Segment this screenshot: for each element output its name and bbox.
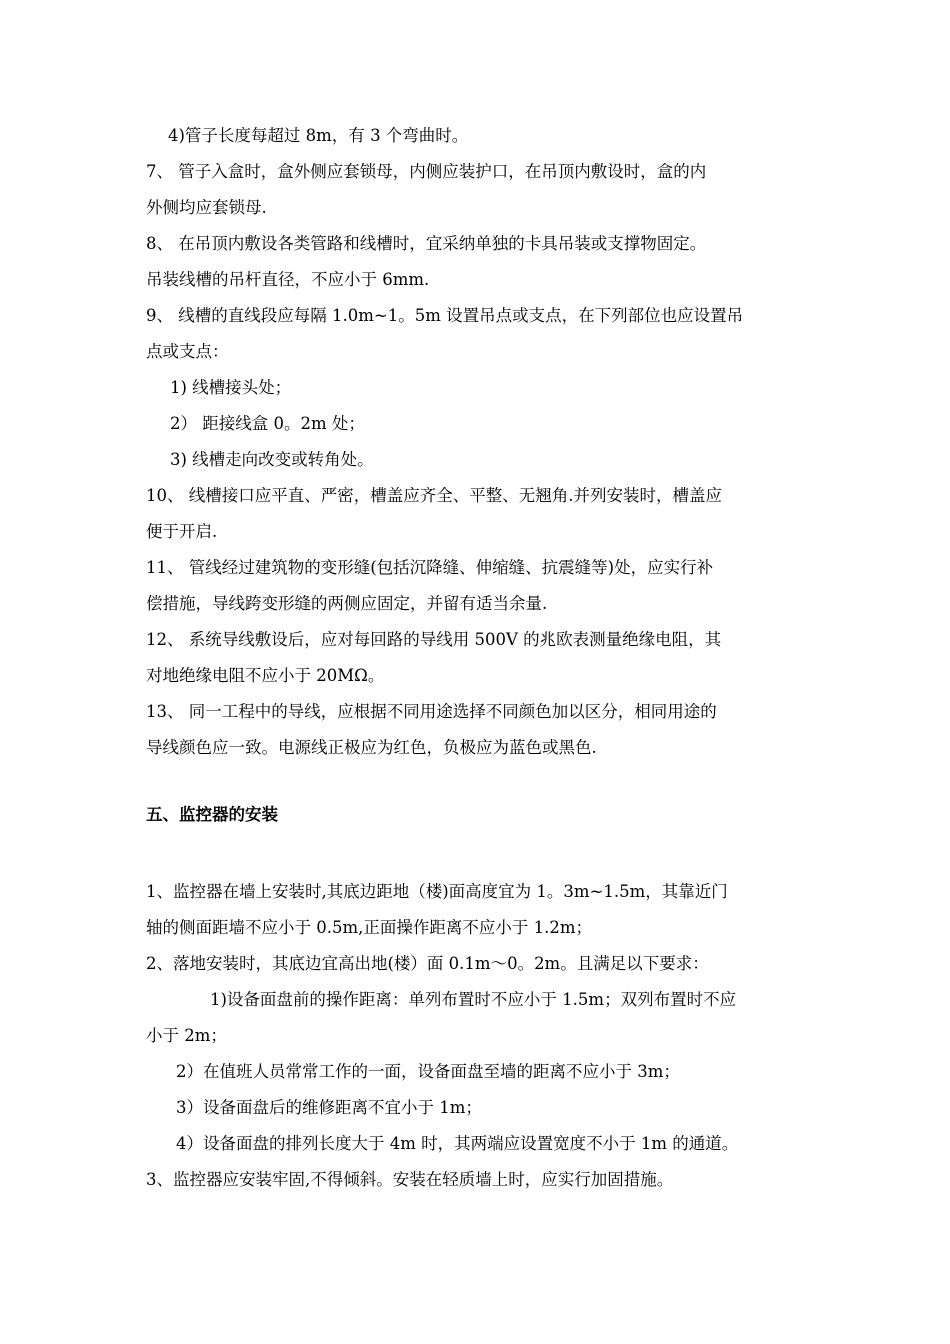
text-line: 对地绝缘电阻不应小于 20MΩ。 — [146, 666, 385, 685]
text-line: 1、监控器在墙上安装时,其底边距地（楼)面高度宜为 1。3m~1.5m，其靠近门 — [146, 882, 728, 901]
text-line: 4)管子长度每超过 8m，有 3 个弯曲时。 — [168, 126, 469, 145]
text-line: 吊装线槽的吊杆直径，不应小于 6mm. — [146, 270, 430, 289]
text-line: 12、 系统导线敷设后，应对每回路的导线用 500V 的兆欧表测量绝缘电阻，其 — [146, 630, 722, 649]
text-line: 轴的侧面距墙不应小于 0.5m,正面操作距离不应小于 1.2m； — [146, 918, 593, 937]
text-line: 3) 线槽走向改变或转角处。 — [170, 450, 374, 469]
text-line: 点或支点： — [146, 342, 229, 361]
text-line: 偿措施，导线跨变形缝的两侧应固定，并留有适当余量. — [146, 594, 548, 613]
text-line: 9、 线槽的直线段应每隔 1.0m~1。5m 设置吊点或支点，在下列部位也应设置吊 — [146, 306, 744, 325]
text-line: 4）设备面盘的排列长度大于 4m 时，其两端应设置宽度不小于 1m 的通道。 — [176, 1134, 739, 1153]
text-line: 1) 线槽接头处； — [170, 378, 292, 397]
text-line: 3）设备面盘后的维修距离不宜小于 1m； — [176, 1098, 482, 1117]
text-line: 2）在值班人员常常工作的一面，设备面盘至墙的距离不应小于 3m； — [176, 1062, 680, 1081]
text-line: 2、落地安装时，其底边宜高出地(楼）面 0.1m～0。2m。且满足以下要求： — [146, 954, 709, 973]
text-line: 13、 同一工程中的导线，应根据不同用途选择不同颜色加以区分，相同用途的 — [146, 702, 717, 721]
section-heading: 五、监控器的安装 — [146, 805, 278, 824]
text-line: 7、 管子入盒时，盒外侧应套锁母，内侧应装护口，在吊顶内敷设时，盒的内 — [146, 162, 707, 181]
text-line: 小于 2m； — [146, 1026, 227, 1045]
text-line: 2） 距接线盒 0。2m 处； — [170, 414, 365, 433]
text-line: 外侧均应套锁母. — [146, 198, 267, 217]
text-line: 便于开启. — [146, 522, 218, 541]
text-line: 导线颜色应一致。电源线正极应为红色，负极应为蓝色或黑色. — [146, 738, 597, 757]
text-line: 1)设备面盘前的操作距离：单列布置时不应小于 1.5m；双列布置时不应 — [210, 990, 737, 1009]
text-line: 3、监控器应安装牢固,不得倾斜。安装在轻质墙上时，应实行加固措施。 — [146, 1170, 674, 1189]
text-line: 11、 管线经过建筑物的变形缝(包括沉降缝、伸缩缝、抗震缝等)处，应实行补 — [146, 558, 714, 577]
text-line: 8、 在吊顶内敷设各类管路和线槽时，宜采纳单独的卡具吊装或支撑物固定。 — [146, 234, 707, 253]
text-line: 10、 线槽接口应平直、严密，槽盖应齐全、平整、无翘角.并列安装时，槽盖应 — [146, 486, 722, 505]
